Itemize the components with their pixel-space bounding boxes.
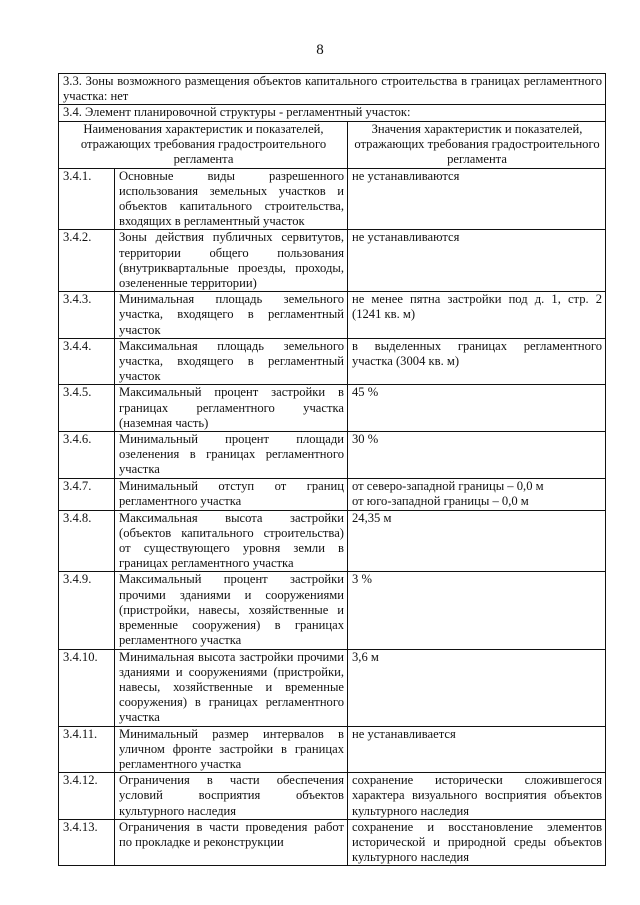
row-number: 3.4.13.	[59, 819, 115, 866]
section-row	[59, 105, 606, 121]
row-number: 3.4.7.	[59, 478, 115, 510]
characteristic-value: не устанавливаются	[348, 168, 606, 230]
column-header-name: Наименования характеристик и показателей, отражающих требования градостроительного регламента	[59, 121, 348, 168]
table-row	[59, 649, 606, 726]
characteristic-name: Максимальная площадь земельного участка, входящего в регламентный участок	[115, 338, 348, 385]
column-header-value: Значения характеристик и показателей, отражающих требования градостроительного регламента	[348, 121, 606, 168]
characteristic-name: Максимальный процент застройки в границах регламентного участка (наземная часть)	[115, 385, 348, 432]
characteristic-value: не менее пятна застройки под д. 1, стр. 2 (1241 кв. м)	[348, 292, 606, 339]
page-number: 8	[316, 42, 324, 58]
row-number: 3.4.8.	[59, 510, 115, 572]
characteristic-name: Максимальный процент застройки прочими зданиями и сооружениями (пристройки, навесы, хозяйственные и временные сооружения) в границах регламентного участка	[115, 572, 348, 649]
row-number: 3.4.10.	[59, 649, 115, 726]
row-number: 3.4.1.	[59, 168, 115, 230]
characteristic-value: не устанавливаются	[348, 230, 606, 292]
table-row	[59, 819, 606, 866]
characteristic-name: Минимальная площадь земельного участка, входящего в регламентный участок	[115, 292, 348, 339]
characteristic-name: Ограничения в части проведения работ по прокладке и реконструкции	[115, 819, 348, 866]
section-3-4-heading: 3.4. Элемент планировочной структуры - регламентный участок:	[59, 105, 606, 121]
table-row	[59, 478, 606, 510]
table-row	[59, 338, 606, 385]
row-number: 3.4.9.	[59, 572, 115, 649]
characteristic-name: Основные виды разрешенного использования земельных участков и объектов капитального строительства, входящих в регламентный участок	[115, 168, 348, 230]
table-row	[59, 292, 606, 339]
table-header-row	[59, 121, 606, 168]
row-number: 3.4.12.	[59, 773, 115, 820]
section-row	[59, 74, 606, 105]
characteristic-value: сохранение и восстановление элементов исторической и природной среды объектов культурного наследия	[348, 819, 606, 866]
row-number: 3.4.4.	[59, 338, 115, 385]
characteristic-value: 45 %	[348, 385, 606, 432]
table-row	[59, 168, 606, 230]
characteristic-name: Минимальный размер интервалов в уличном фронте застройки в границах регламентного участка	[115, 726, 348, 773]
characteristic-value: сохранение исторически сложившегося характера визуального восприятия объектов культурного наследия	[348, 773, 606, 820]
table-row	[59, 385, 606, 432]
characteristic-name: Минимальный отступ от границ регламентного участка	[115, 478, 348, 510]
characteristic-value: 3 %	[348, 572, 606, 649]
row-number: 3.4.11.	[59, 726, 115, 773]
characteristic-value	[348, 478, 606, 510]
row-number: 3.4.6.	[59, 432, 115, 479]
section-3-3-heading: 3.3. Зоны возможного размещения объектов капитального строительства в границах регламентного участка: нет	[59, 74, 606, 105]
characteristic-name: Минимальный процент площади озеленения в границах регламентного участка	[115, 432, 348, 479]
table-row	[59, 510, 606, 572]
characteristic-value: в выделенных границах регламентного участка (3004 кв. м)	[348, 338, 606, 385]
regulation-table	[58, 73, 606, 866]
table-row	[59, 726, 606, 773]
value-line: от северо-западной границы – 0,0 м	[352, 478, 544, 493]
table-row	[59, 432, 606, 479]
row-number: 3.4.2.	[59, 230, 115, 292]
characteristic-value: 24,35 м	[348, 510, 606, 572]
characteristic-name: Максимальная высота застройки (объектов капитального строительства) от существующего уровня земли в границах регламентного участка	[115, 510, 348, 572]
value-line: от юго-западной границы – 0,0 м	[352, 493, 529, 508]
row-number: 3.4.5.	[59, 385, 115, 432]
table-row	[59, 572, 606, 649]
characteristic-name: Минимальная высота застройки прочими зданиями и сооружениями (пристройки, навесы, хозяйственные и временные сооружения) в границах регламентного участка	[115, 649, 348, 726]
table-row	[59, 773, 606, 820]
table-row	[59, 230, 606, 292]
characteristic-value: 3,6 м	[348, 649, 606, 726]
characteristic-name: Зоны действия публичных сервитутов, территории общего пользования (внутриквартальные проезды, проходы, озелененные территории)	[115, 230, 348, 292]
characteristic-name: Ограничения в части обеспечения условий восприятия объектов культурного наследия	[115, 773, 348, 820]
row-number: 3.4.3.	[59, 292, 115, 339]
characteristic-value: не устанавливается	[348, 726, 606, 773]
characteristic-value: 30 %	[348, 432, 606, 479]
